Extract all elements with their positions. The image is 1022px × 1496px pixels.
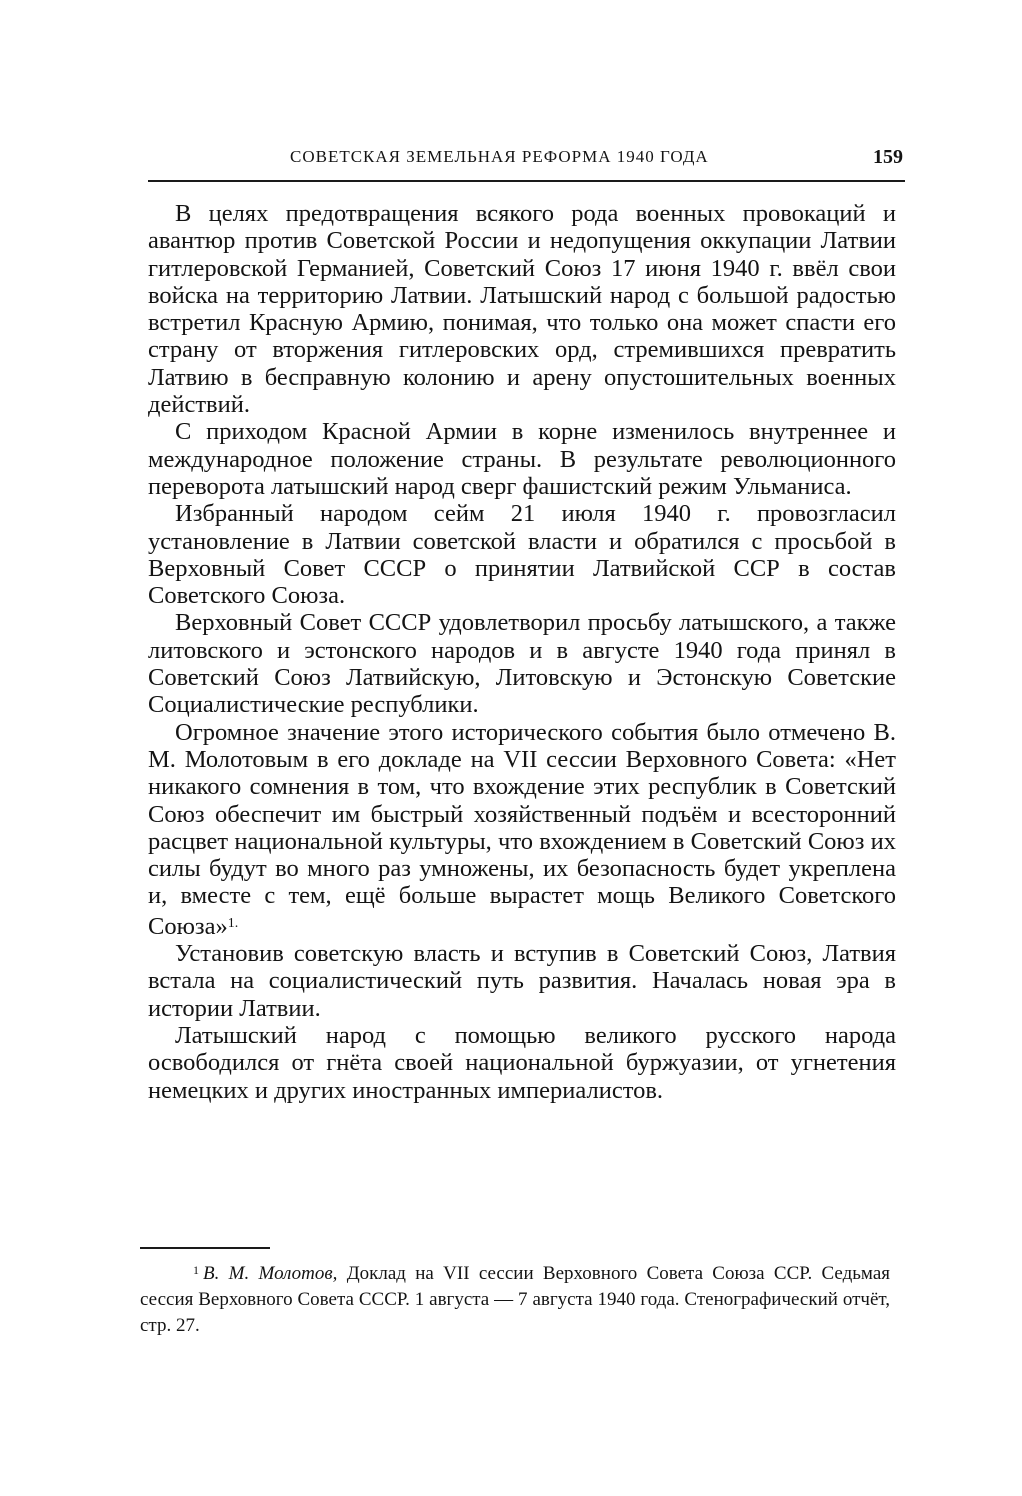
page-number: 159 [873,146,903,168]
body-text [148,200,896,1104]
paragraph-5 [148,719,896,940]
footnote-text: Доклад на VII сессии Верховного Совета Союза ССР. Седьмая сессия Верховного Совета СССР. 1 августа — 7 августа 1940 года. Стенографический отчёт, стр. 27. [140,1263,890,1336]
footnote-reference: 1. [227,915,239,931]
paragraph-7: Латышский народ с помощью великого русского народа освободился от гнёта своей национальной буржуазии, от угнетения немецких и других иностранных империалистов. [148,1021,896,1104]
footnote-divider [140,1247,270,1249]
paragraph-1: В целях предотвращения всякого рода военных провокаций и авантюр против Советской России и недопущения оккупации Латвии гитлеровской Германией, Советский Союз 17 июня 1940 г. ввёл свои войска на территорию Латвии. Латышский народ с большой радостью встретил Красную Армию, понимая, что только она может спасти его страну от вторжения гитлеровских орд, стремившихся превратить Латвию в бесправную колонию и арену опустошительных военных действий. [148,200,896,419]
paragraph-4: Верховный Совет СССР удовлетворил просьбу латышского, а также литовского и эстонского народов и в августе 1940 года принял в Советский Союз Латвийскую, Литовскую и Эстонскую Советские Социалистические республики. [148,609,896,719]
paragraph-2: С приходом Красной Армии в корне изменилось внутреннее и международное положение страны. В результате революционного переворота латышский народ сверг фашистский режим Ульманиса. [148,418,896,500]
footnote-author: В. М. Молотов, [203,1263,338,1284]
running-title: СОВЕТСКАЯ ЗЕМЕЛЬНАЯ РЕФОРМА 1940 ГОДА [290,147,709,166]
paragraph-6: Установив советскую власть и вступив в Советский Союз, Латвия встала на социалистический путь развития. Началась новая эра в истории Латвии. [148,940,896,1022]
footnote [140,1257,890,1339]
paragraph-3: Избранный народом сейм 21 июля 1940 г. провозгласил установление в Латвии советской власти и обратился с просьбой в Верховный Совет СССР о принятии Латвийской ССР в состав Советского Союза. [148,500,896,610]
footnote-marker: 1 [193,1263,199,1277]
quote-text: Огромное значение этого исторического события было отмечено В. М. Молотовым в его докладе на VII сессии Верховного Совета: «Нет никакого сомнения в том, что вхождение этих республик в Советский Союз обеспечит им быстрый хозяйственный подъём и всесторонний расцвет национальной культуры, что вхождением в Советский Союз их силы будут во много раз умножены, их безопасность будет укреплена и, вместе с тем, ещё больше вырастет мощь Великого Советского Союза» [148,718,896,940]
page-header [148,144,905,182]
